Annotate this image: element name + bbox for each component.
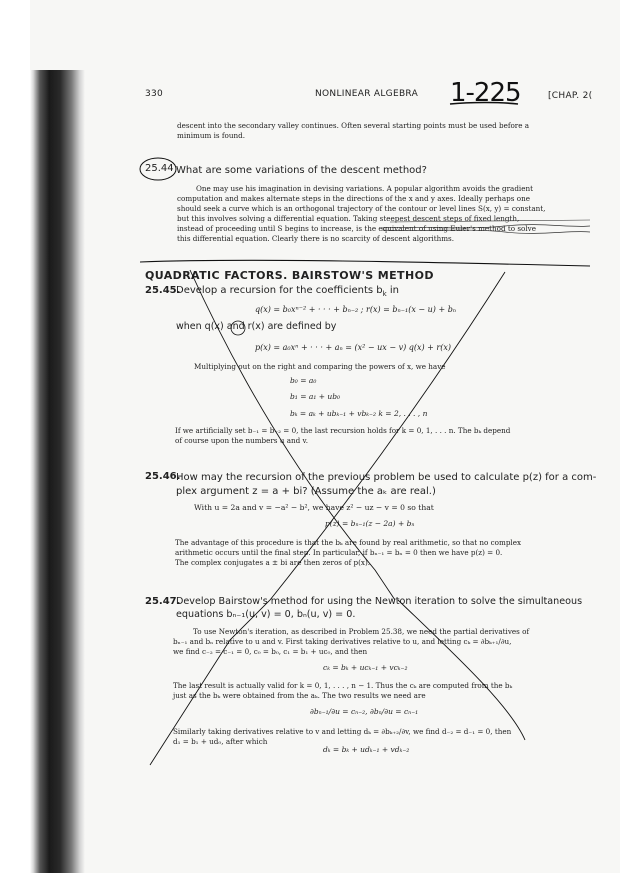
q2546-advantage-3: The complex conjugates a ± bi are then zeros of p(x). [175, 558, 371, 567]
q2546-advantage-1: The advantage of this procedure is that the bₖ are found by real arithmetic, so that no complex [175, 538, 522, 547]
problem-2544-question: What are some variations of the descent method? [176, 165, 427, 176]
q2545-recursion-bk: bₖ = aₖ + ubₖ₋₁ + vbₖ₋₂ k = 2, . . . , n [290, 409, 428, 418]
wavy-strike-line [382, 225, 590, 228]
cross-out-line-3 [398, 600, 525, 740]
circle-around-2544 [140, 158, 176, 180]
q2547-para-2: bₙ₋₁ and bₙ relative to u and v. First taking derivatives relative to u, and letting cₖ = ∂bₖ₊₁/∂u, [173, 637, 512, 646]
handwritten-reference: 1-225 [450, 78, 521, 108]
section-heading: QUADRATIC FACTORS. BAIRSTOW'S METHOD [145, 269, 434, 282]
problem-number-2545: 25.45. [145, 285, 181, 296]
q2547-eq-partials: ∂bₙ₋₁/∂u = cₙ₋₂, ∂bₙ/∂u = cₙ₋₁ [310, 707, 419, 716]
intro-line-2: minimum is found. [177, 131, 245, 140]
problem-number-2546: 25.46. [145, 471, 181, 482]
q2547-para-6: Similarly taking derivatives relative to v and letting dₖ = ∂bₖ₊₂/∂v, we find d₋₂ = d₋₁ = 0, then [173, 727, 512, 736]
q2545-recursion-b1: b₁ = a₁ + ub₀ [290, 392, 341, 401]
wavy-strike-line-2 [382, 230, 590, 233]
circle-on-qx [231, 321, 245, 335]
running-title: NONLINEAR ALGEBRA [315, 89, 419, 99]
q2545-recursion-b0: b₀ = a₀ [290, 376, 317, 385]
cross-out-line-2 [150, 272, 505, 765]
q2545-when: when q(x) and r(x) are defined by [176, 321, 337, 332]
problem-number-2547: 25.47. [145, 596, 181, 607]
q2547-eq-dk: dₖ = bₖ + udₖ₋₁ + vdₖ₋₂ [323, 745, 410, 754]
q2544-line-5: instead of proceeding until S begins to increase, is the equivalent of using Euler's method to solve [177, 224, 536, 233]
q2545-eq-p: p(x) = a₀xⁿ + · · · + aₙ = (x² − ux − v) q(x) + r(x) [255, 343, 451, 352]
problem-2547-question-2: equations bₙ₋₁(u, v) = 0, bₙ(u, v) = 0. [176, 609, 356, 620]
q2544-line-1: One may use his imagination in devising variations. A popular algorithm avoids the gradient [196, 184, 533, 193]
q2547-eq-ck: cₖ = bₖ + ucₖ₋₁ + vcₖ₋₂ [323, 663, 408, 672]
problem-2546-question-2: plex argument z = a + bi? (Assume the aₖ are real.) [176, 486, 436, 497]
q2546-advantage-2: arithmetic occurs until the final step. In particular, if bₙ₋₁ = bₙ = 0 then we have p(z) = 0. [175, 548, 503, 557]
q2547-para-5: just as the bₖ were obtained from the aₖ. The two results we need are [173, 691, 426, 700]
problem-2547-question-1: Develop Bairstow's method for using the Newton iteration to solve the simultaneous [176, 596, 583, 607]
q2545-note-1: If we artificially set b₋₁ = b₋₂ = 0, the last recursion holds for k = 0, 1, . . . n. The bₖ depend [175, 426, 511, 435]
q2545-note-2: of course upon the numbers u and v. [175, 436, 308, 445]
problem-2546-question-1: How may the recursion of the previous problem be used to calculate p(z) for a com- [176, 472, 597, 483]
handwritten-underline [450, 103, 518, 105]
intro-line-1: descent into the secondary valley continues. Often several starting points must be used before a [177, 121, 530, 130]
q2546-eq: p(z) = bₙ₋₁(z − 2a) + bₙ [325, 519, 415, 528]
q2546-with: With u = 2a and v = −a² − b², we have z² − uz − v = 0 so that [194, 503, 434, 512]
q2544-line-2: computation and makes alternate steps in the directions of the x and y axes. Ideally perhaps one [177, 194, 530, 203]
underline-taking-steepest [390, 220, 590, 222]
page-number: 330 [145, 89, 164, 99]
q2547-para-4: The last result is actually valid for k = 0, 1, . . . , n − 1. Thus the cₖ are computed from the bₖ [173, 681, 513, 690]
q2547-para-1: To use Newton's iteration, as described in Problem 25.38, we need the partial derivatives of [193, 627, 530, 636]
q2544-line-3: should seek a curve which is an orthogonal trajectory of the contour or level lines S(x, y) = constant, [177, 204, 546, 213]
q2547-para-7: d₁ = b₁ + ud₀, after which [173, 737, 268, 746]
section-divider-line [140, 260, 590, 266]
chapter-label: [CHAP. 2( [548, 91, 593, 101]
problem-number-2544: 25.44 [145, 163, 174, 174]
q2545-eq-q-r: q(x) = b₀xⁿ⁻² + · · · + bₙ₋₂ ; r(x) = bₙ₋₁(x − u) + bₙ [255, 305, 457, 314]
q2545-multiplying: Multiplying out on the right and comparing the powers of x, we have [194, 362, 446, 371]
q2544-line-6: this differential equation. Clearly there is no scarcity of descent algorithms. [177, 234, 455, 243]
q2547-para-3: we find c₋₂ = c₋₁ = 0, c₀ = b₀, c₁ = b₁ + uc₀, and then [173, 647, 368, 656]
q2544-line-4: but this involves solving a differential equation. Taking steepest descent steps of fixed length, [177, 214, 520, 223]
problem-2545-question: Develop a recursion for the coefficients $b_k$ in [176, 285, 400, 298]
cross-out-line-1 [190, 270, 395, 600]
